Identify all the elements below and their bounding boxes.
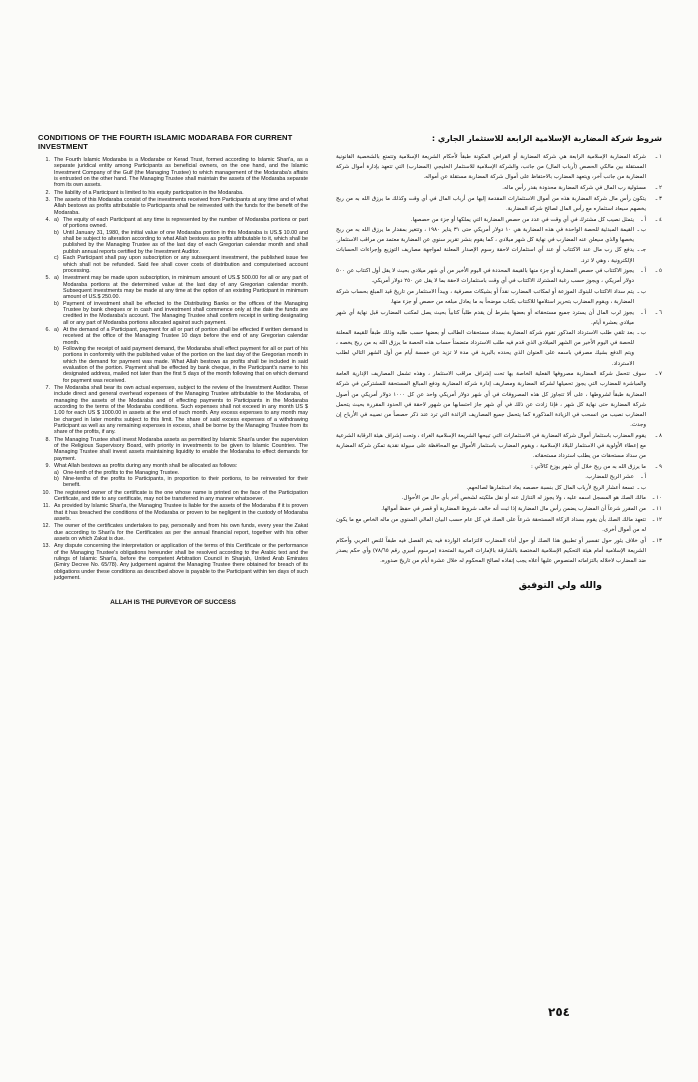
condition-number: ١٠ ـ — [652, 495, 662, 502]
subclause-text: القيمة المبدئية للحصة الواحدة في هذه المضاربة هي ١٠ دولار أمريكي حتى ٣١ يناير ١٩٨٠ ، وتتغير بمقدار ما يرزق الله به من ربح يخصها والذي سيعلن عنه المضارب في نهاية كل شهر ميلادي ، كما يقوم بنشر تقرير سنوي عن المضاربة معتمد من مراقب الاستثمار. — [336, 226, 634, 244]
condition-text: أي خلاف يثور حول تفسير أو تطبيق هذا الصك أو حول أداء المضارب لالتزاماته الواردة فيه يتم الفصل فيه طبقاً للنص العربي وأحكام الشريعة الإسلامية أمام هيئة التحكيم الإسلامية المختصة بالشارقة بالإمارات العربية المتحدة (مرسوم أميري رقم ٧٨/٦٥) وأي حكم يصدر ضد المضارب لاخلاله بالتزاماته المنصوص عليها أعلاه يجب إنفاذه لصالح المحكوم له خلال عشرة أيام من تاريخ صدوره. — [336, 537, 646, 564]
subclause-text: Investment may be made upon subscription, in minimum amount of US.$ 500.00 for all or any part of Modaraba portions at the determined value at the last day of any Gregorian calendar month. Subsequent investments may be made at any time at the option of an existing Participant in minimum amount of US.$ 250.00. — [63, 275, 308, 301]
english-conditions-list — [38, 157, 308, 581]
condition-subclause — [54, 275, 308, 300]
subclause-text: Each Participant shall pay upon subscription or any subsequent investment, the published issue fee which shall not be refunded. Said fee shall cover costs of distribution and computerised account processing. — [63, 255, 308, 274]
condition-number: 5. — [45, 275, 50, 282]
condition-text: As provided by Islamic Shari'a, the Managing Trustee is liable for the assets of the Modaraba if it is proven that it has breached the conditions of the Modaraba or proven to be negligent in the custody of Modaraba assets. — [54, 503, 308, 522]
english-condition-item — [38, 523, 308, 542]
arabic-closing-line: والله ولي التوفيق — [518, 580, 602, 592]
condition-subclause — [54, 346, 308, 384]
subclause-text: عشر الربح للمضارب. — [585, 474, 634, 481]
subclause-letter: جـ ـ — [637, 247, 646, 254]
condition-text: The owner of the certificates undertakes to pay, personally and from his own funds, every year the Zakat due according to Shari'a for the Certificates as per the annual financial report, together with his other assets on which Zakat is due. — [54, 523, 308, 542]
subclause-letter: b) — [54, 345, 59, 352]
condition-text: مسئولية رب المال في شركة المضاربة محدودة بقدر رأس ماله. — [502, 185, 646, 192]
subclause-letter: c) — [54, 255, 59, 262]
condition-number: ١ ـ — [655, 154, 662, 160]
english-column — [38, 133, 308, 607]
condition-number: ٣ ـ — [655, 195, 662, 202]
condition-subclause — [54, 301, 308, 326]
condition-text: يقوم المضارب باستثمار أموال شركة المضاربة في الاستثمارات التي تبيحها الشريعة الإسلامية الغراء ، وتحت إشراف هيئة الرقابة الشرعية مع إعطاء الأولوية في الاستثمار للبلاد الإسلامية ، ويقوم المضارب باستثمار الأموال مع المحافظة على سيولة نقدية تمكن شركة المضاربة من سداد مستحقات من يطلب استرداد مستحقاته. — [336, 432, 646, 460]
condition-text: شركة المضاربة الإسلامية الرابعة هي شركة المضاربة أو القراض المكونة طبقاً لأحكام الشريعة الإسلامية وتتمتع بالشخصية القانونية المستقلة بين مالكي الحصص (أرباب المال) من جانب، والشركة الإسلامية للاستثمار الخليجي (المضارب) التي تتعهد بإدارة أموال شركة المضاربة من جانب آخر، ويتعهد المضارب بالاحتفاظ على أموال شركة المضاربة مستقلة عن أمواله. — [336, 154, 646, 181]
condition-number: ٢ ـ — [655, 185, 662, 192]
condition-number: 2. — [45, 189, 50, 196]
condition-number: 6. — [45, 326, 50, 333]
condition-number: ١٢ ـ — [652, 516, 662, 523]
english-condition-item — [38, 490, 308, 503]
subclause-letter: a) — [54, 275, 59, 282]
subclause-text: One-tenth of the profits to the Managing Trustee. — [63, 469, 180, 476]
subclause-letter: ب ـ — [637, 484, 646, 491]
condition-text: ما يرزق الله به من ربح خلال أي شهر يوزع كالآتي : — [530, 464, 646, 471]
condition-number: ١١ ـ — [652, 505, 662, 512]
condition-subclause — [54, 327, 308, 346]
condition-subclause — [336, 287, 646, 307]
page-number: ٢٥٤ — [548, 1005, 570, 1019]
condition-number: 3. — [45, 197, 50, 204]
arabic-condition-item — [336, 152, 662, 183]
condition-number: 8. — [45, 436, 50, 443]
condition-number: 7. — [45, 385, 50, 392]
condition-text: The liability of a Participant is limited to his equity participation in the Modaraba. — [54, 189, 244, 196]
subclause-text: Until January 31, 1980, the initial value of one Modaraba portion in this Modaraba is US.$ 10.00 and shall be subject to alteration according to what Allah bestows as profits attributable to it, which shall be published by the Managing Trustee as of the last day of each Gregorian calendar month and shall publish annual reports certified by the Investment Auditor. — [63, 229, 308, 255]
arabic-condition-item — [336, 536, 662, 567]
condition-text: The Modaraba shall bear its own actual expenses, subject to the review of the Investment Auditor. These include direct and general overhead expenses of the Managing Trustee attributable to the Modaraba, of managing the assets of the Modaraba and of effecting payments to Participants in the Modaraba according to the terms of the Modaraba conditions. Such expenses shall not exceed in any month US $ 1.00 for each US $ 1000.00 in assets at the end of such month. Any excess expenses to any month may be charged in later months subject to this limit. The share of said excess expenses of a withdrawing Participant as well as any remaining expenses in excess, shall be borne by the Managing Trustee from its share of the profits, if any. — [54, 385, 308, 436]
condition-text: The registered owner of the certificate is the one whose name is printed on the face of the Participation Certificate, and title to any certificate, may not be transferred in any manner whatsoever. — [54, 489, 308, 502]
condition-subclause — [54, 230, 308, 255]
arabic-condition-item — [336, 308, 662, 369]
subclause-text: يدفع كل رب مال عند الاكتتاب أو عند أي استثمارات لاحقة رسوم الإصدار المعلنة لمواجهة مصاريف التوزيع وإجراءات الحسابات الإلكترونية ، وهي لا ترد. — [336, 247, 634, 264]
arabic-condition-item — [336, 504, 662, 514]
subclause-text: يجوز الاكتتاب في حصص المضاربة أو جزء منها بالقيمة المحددة في اليوم الأخير من أي شهر ميلادي بحيث لا يقل أول اكتتاب عن ٥٠٠ دولار أمريكي ، ويجوز حسب رغبة المشترك الاكتتاب في أي وقت باستثمارات لاحقة بما لا يقل عن ٢٥٠ دولار أمريكي. — [336, 268, 634, 285]
subclause-letter: أ ـ — [641, 216, 646, 223]
arabic-condition-item — [336, 431, 662, 462]
condition-subclause — [336, 266, 646, 286]
subclause-text: The equity of each Participant at any time is represented by the number of Modaraba portions or part of portions owned. — [63, 217, 308, 230]
subclause-text: يتمثل نصيب كل مشترك في أي وقت في عدد من حصص المضاربة التي يملكها أو جزء من حصصها. — [410, 216, 634, 223]
condition-subclause — [336, 308, 646, 328]
subclause-letter: ب ـ — [637, 329, 646, 336]
english-condition-item — [38, 503, 308, 522]
condition-text: The Managing Trustee shall invest Modaraba assets as permitted by Islamic Shari'a under the supervision of the Religious Supervisory Board, with priority in investments to be given to Islamic Countries. The Managing Trustee shall invest assets maintaining liquidity to enable the Modaraba to effect demands for payment. — [54, 436, 308, 462]
arabic-condition-item — [336, 493, 662, 503]
condition-number: 11. — [42, 503, 50, 510]
english-condition-item — [38, 190, 308, 196]
english-condition-item — [38, 275, 308, 326]
subclause-text: بعد تلقي طلب الاسترداد المذكور تقوم شركة المضاربة بسداد مستحقات الطالب أو بعضها حسب طلبه وذلك طبقاً للقيمة المعلنة للحصة في اليوم الأخير من الشهر الميلادي الذي قدم فيه طلب الاسترداد متضمناً حساب هذه الحصة ما يرزق الله به من ربح يخصه ، ويتم الدفع بشيك مصرفي باسمه على العنوان الذي يحدده بالبريد في مدة لا تزيد عن خمسة أيام من أول الشهر التالي لطلب الاسترداد. — [336, 329, 634, 367]
subclause-letter: ب ـ — [637, 226, 646, 233]
arabic-condition-item — [336, 515, 662, 535]
arabic-condition-item — [336, 183, 662, 193]
arabic-condition-item — [336, 462, 662, 493]
arabic-condition-item — [336, 369, 662, 430]
subclause-letter: b) — [54, 475, 59, 482]
condition-number: 4. — [45, 217, 50, 224]
condition-subclause — [54, 217, 308, 230]
subclause-letter: أ ـ — [641, 268, 646, 275]
condition-text: The Fourth Islamic Modaraba is a Modarabe or Kerad Trust, formed according to Islamic Shari'a, as a separate juridical entity among Participants as beneficial owners, on the one hand, and the Islamic Investment Company of the Gulf (the Managing Trustee) to which management of the Modaraba's affairs is entrusted on the other hand. The Managing Trustee shall maintain the assets of the Modaraba separate from its own assets. — [54, 157, 308, 189]
arabic-conditions-list — [336, 152, 662, 566]
condition-number: ٨ ـ — [655, 432, 662, 439]
condition-number: 1. — [45, 157, 50, 163]
subclause-letter: a) — [54, 217, 59, 224]
english-title: CONDITIONS OF THE FOURTH ISLAMIC MODARABA FOR CURRENT INVESTMENT — [38, 133, 293, 151]
condition-number: 10. — [42, 489, 50, 496]
condition-text: من المقرر شرعاً أن المضارب يضمن رأس مال المضاربة إذا ثبت أنه خالف شروط المضاربة أو قصر في حفظ أموالها. — [381, 505, 646, 512]
arabic-title: شروط شركة المضاربة الإسلامية الرابعة للاستثمار الجاري : — [431, 134, 662, 143]
condition-subclause — [336, 472, 646, 482]
condition-number: ٦ ـ — [655, 309, 662, 316]
arabic-condition-item — [336, 215, 662, 266]
subclause-text: At the demand of a Participant, payment for all or part of portion shall be effected if written demand is received at the office of the Managing Trustee 10 days before the end of any Gregorian calendar month. — [63, 326, 308, 346]
subclause-letter: b) — [54, 300, 59, 307]
subclause-letter: a) — [54, 326, 59, 333]
condition-number: ٩ ـ — [655, 464, 662, 471]
condition-number: ٧ ـ — [655, 371, 662, 378]
condition-number: 9. — [45, 463, 50, 470]
arabic-condition-item — [336, 266, 662, 307]
condition-text: Any dispute concerning the interpretation or application of the terms of this Certificate or the performance of the Managing Trustee's obligations hereunder shall be resolved according to the Arabic text and the rulings of Islamic Shari'a, before the competent Arbitration Council in Sharjah, United Arab Emirates (Emiry Decree No. 65/78). Any judgement against the Managing Trustee there obtained for breach of its obligations under these conditions as described above is payable to the Participant within ten days of such judgement. — [54, 543, 308, 581]
subclause-letter: أ ـ — [641, 474, 646, 481]
condition-subclause — [336, 245, 646, 265]
subclause-text: Following the receipt of said payment demand, the Modaraba shall effect payment for all or part of his portions in conformity with the published value of the portion on the last day of the Gregorian month in which the demand for payment was made. What Allah bestows as profits shall be included in said evaluation of the portion. Payment shall be effected by bank cheque, in the Participant's name to his designated address, mailed not later than the first 5 days of the month following that on which demand for payment was received. — [63, 345, 308, 384]
english-condition-item — [38, 157, 308, 189]
condition-text: يتكون رأس مال شركة المضاربة هذه من أموال الاستثمارات المقدمة إليها من أرباب المال في أي وقت وكذلك ما يرزق الله به من ربح يخصهم سيعاد استثماره مع رأس المال لصالح شركة المضاربة. — [336, 195, 646, 213]
condition-number: 13. — [42, 543, 50, 550]
subclause-letter: أ ـ — [641, 309, 646, 316]
subclause-text: Payment of investment shall be effected to the Distributing Banks or the offices of the Managing Trustee by bank cheques or in cash and investment shall commence only at the date the funds are credited in the Modaraba's account. The Managing Trustee shall confirm receipt in writing designating all or any part of Modaraba portions allocated against such payment. — [63, 300, 308, 326]
condition-subclause — [54, 476, 308, 489]
english-condition-item — [38, 385, 308, 436]
condition-subclause — [54, 255, 308, 274]
condition-text: سوف تتحمل شركة المضاربة مصروفها الفعلية الخاصة بها تحت إشراف مراقب الاستثمار ، وهذه تشمل المصاريف الإدارية العامة والمباشرة للمضارب التي يجوز تحميلها لشركة المضاربة ومصاريف إدارة شركة المضاربة ودفع المبالغ المستحقة للمشتركين في شركة المضاربة طبقاً لشروطها ، على ألا تتجاوز كل هذه المصروفات في أي شهر دولار أمريكي واحد عن كل ١٠٠٠ دولار أمريكي من أصول شركة المضاربة حتى نهاية كل شهر ، فإذا زادت عن ذلك في أي شهر جاز احتسابها من شهور لاحقة في الحدود المقررة بحيث يتحمل المضارب نصيب من انسحب في الزيادة المذكورة كما يتحمل جميع المصاريف الزائدة التي ترد عند ذكر حصصاً من نصيبه في الأرباح إن وجدت. — [336, 371, 646, 429]
condition-text: تتعهد مالك الصك بأن يقوم بسداد الزكاة المستحقة شرعاً على الصك في كل عام حسب البيان المالي السنوي من ماله الخاص مع ما يكون له من أموال أخرى. — [336, 516, 646, 533]
english-condition-item — [38, 543, 308, 581]
condition-subclause — [336, 225, 646, 245]
english-condition-item — [38, 327, 308, 384]
english-condition-item — [38, 197, 308, 216]
english-closing-line: ALLAH IS THE PURVEYOR OF SUCCESS — [110, 599, 236, 607]
subclause-text: Nine-tenths of the profits to Participants, in proportion to their portions, to be reinvested for their benefit. — [63, 475, 308, 489]
subclause-text: يتم سداد الاكتتاب للبنوك الموزعة أو لمكاتب المضارب نقداً أو بشيكات مصرفية ، ويبدأ الاستثمار من تاريخ قيد المبلغ بحساب شركة المضاربة ، ويقوم المضارب بتحرير استلامها للاكتتاب بكتاب موضحاً به ما يعادل مبلغه من حصص أو جزء منها. — [336, 288, 634, 305]
condition-number: ٤ ـ — [655, 216, 662, 223]
subclause-letter: b) — [54, 229, 59, 236]
subclause-text: يجوز لرب المال أن يسترد جميع مستحقاته أو بعضها بشرط أن يقدم طلباً كتابياً بحيث يصل لمكتب المضارب قبل نهاية أي شهر ميلادي بعشرة أيام. — [336, 309, 634, 326]
condition-text: What Allah bestows as profits during any month shall be allocated as follows: — [54, 463, 238, 470]
subclause-text: تسعة أعشار الربح لأرباب المال كل بنسبة حصصه يعاد استثمارها لصالحهم. — [466, 484, 634, 491]
condition-text: مالك الصك هو المسجل اسمه عليه ، ولا يجوز له التنازل عنه أو نقل ملكيته لشخص آخر بأي حال من الأحوال. — [401, 495, 646, 502]
arabic-condition-item — [336, 194, 662, 214]
condition-number: ١٣ ـ — [652, 537, 662, 544]
subclause-letter: ب ـ — [637, 288, 646, 295]
condition-text: The assets of this Modaraba consist of the investments received from Participants at any time and of what Allah bestows as profits attributable to Participants shall be reinvested with the funds for the benefit of the Modaraba. — [54, 197, 308, 216]
condition-number: ٥ ـ — [655, 268, 662, 275]
condition-number: 12. — [42, 523, 50, 530]
english-condition-item — [38, 463, 308, 488]
condition-subclause — [336, 483, 646, 493]
english-condition-item — [38, 437, 308, 462]
condition-subclause — [336, 328, 646, 369]
arabic-column — [336, 133, 662, 592]
subclause-letter: a) — [54, 469, 59, 476]
english-condition-item — [38, 217, 308, 274]
condition-subclause — [336, 215, 646, 225]
